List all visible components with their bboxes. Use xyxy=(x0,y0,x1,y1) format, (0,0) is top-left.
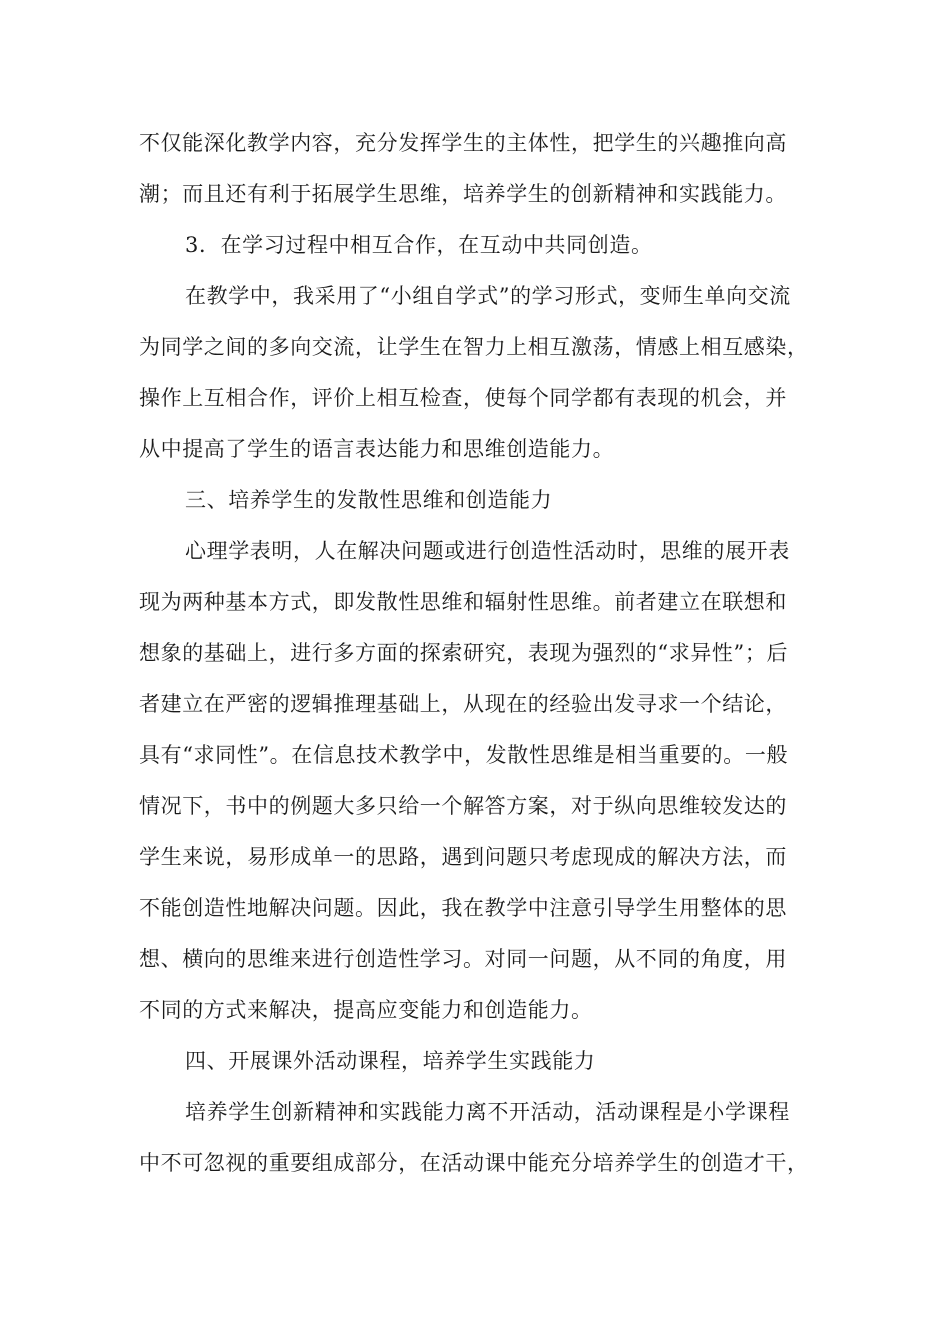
text-line: 不仅能深化教学内容，充分发挥学生的主体性，把学生的兴趣推向高 xyxy=(139,131,787,155)
text-line: 具有“求同性”。在信息技术教学中，发散性思维是相当重要的。一般 xyxy=(139,743,789,767)
text-line: 潮；而且还有利于拓展学生思维，培养学生的创新精神和实践能力。 xyxy=(139,182,787,206)
text-line: 心理学表明，人在解决问题或进行创造性活动时，思维的展开表 xyxy=(185,539,790,563)
subheading: 3．在学习过程中相互合作，在互动中共同创造。 xyxy=(185,233,653,257)
text-line: 操作上互相合作，评价上相互检查，使每个同学都有表现的机会，并 xyxy=(139,386,787,410)
text-line: 培养学生创新精神和实践能力离不开活动，活动课程是小学课程 xyxy=(185,1100,790,1124)
section-heading: 四、开展课外活动课程，培养学生实践能力 xyxy=(185,1049,596,1073)
text-line: 者建立在严密的逻辑推理基础上，从现在的经验出发寻求一个结论， xyxy=(139,692,787,716)
text-line: 不能创造性地解决问题。因此，我在教学中注意引导学生用整体的思 xyxy=(139,896,787,920)
text-line: 中不可忽视的重要组成部分，在活动课中能充分培养学生的创造才干， xyxy=(139,1151,809,1175)
text-line: 情况下，书中的例题大多只给一个解答方案，对于纵向思维较发达的 xyxy=(139,794,787,818)
text-line: 学生来说，易形成单一的思路，遇到问题只考虑现成的解决方法，而 xyxy=(139,845,787,869)
text-line: 在教学中，我采用了“小组自学式”的学习形式，变师生单向交流 xyxy=(185,284,791,308)
text-line: 想象的基础上，进行多方面的探索研究，表现为强烈的“求异性”；后 xyxy=(139,641,789,665)
text-line: 不同的方式来解决，提高应变能力和创造能力。 xyxy=(139,998,593,1022)
text-line: 为同学之间的多向交流，让学生在智力上相互激荡，情感上相互感染， xyxy=(139,335,809,359)
text-line: 想、横向的思维来进行创造性学习。对同一问题，从不同的角度，用 xyxy=(139,947,787,971)
section-heading: 三、培养学生的发散性思维和创造能力 xyxy=(185,488,553,512)
text-line: 现为两种基本方式，即发散性思维和辐射性思维。前者建立在联想和 xyxy=(139,590,787,614)
text-line: 从中提高了学生的语言表达能力和思维创造能力。 xyxy=(139,437,615,461)
